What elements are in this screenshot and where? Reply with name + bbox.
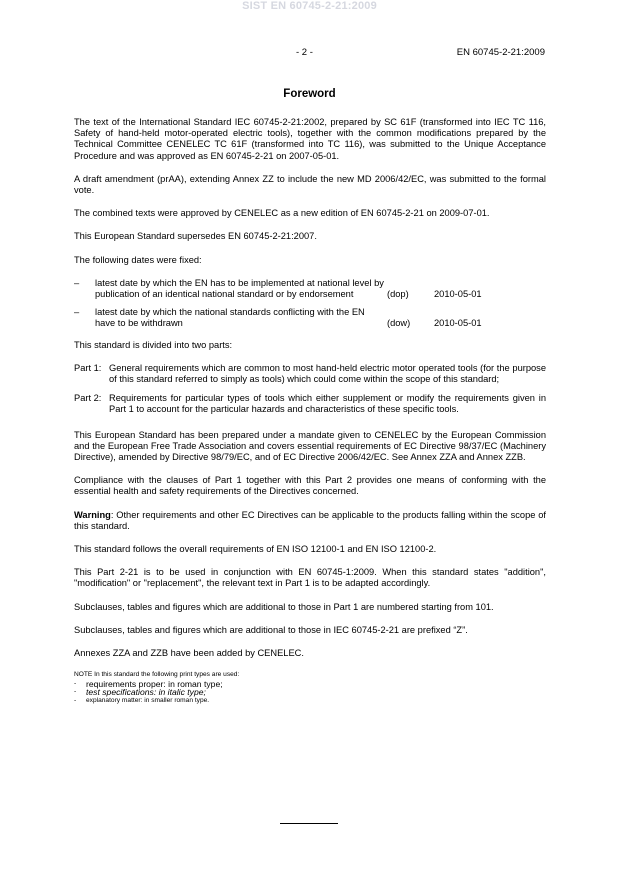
part-text: Requirements for particular types of tools which either supplement or modify the requirements given in Part 1 to account for the particular hazards and characteristics of these specific tools.	[109, 393, 546, 415]
date-item-dop	[74, 278, 546, 300]
note-intro: NOTE In this standard the following print types are used:	[74, 671, 240, 679]
watermark: SIST EN 60745-2-21:2009	[242, 0, 377, 12]
paragraph: This Part 2-21 is to be used in conjunction with EN 60745-1:2009. When this standard states "addition", "modification" or "replacement", the relevant text in Part 1 is to be adapted accordingly.	[74, 567, 546, 589]
paragraph: The combined texts were approved by CENELEC as a new edition of EN 60745-2-21 on 2009-07-01.	[74, 208, 490, 219]
list-dash: -	[74, 679, 77, 687]
paragraph: The following dates were fixed:	[74, 254, 202, 265]
date-abbreviation: (dop)	[387, 289, 409, 300]
note-item	[74, 697, 546, 705]
warning-text: : Other requirements and other EC Directives can be applicable to the products falling within the scope of this standard.	[74, 509, 546, 531]
paragraph: This European Standard supersedes EN 60745-2-21:2007.	[74, 231, 317, 242]
end-rule-divider	[280, 823, 338, 824]
paragraph: Subclauses, tables and figures which are additional to those in Part 1 are numbered starting from 101.	[74, 601, 494, 612]
note-item	[74, 688, 546, 696]
note-item-text: requirements proper: in roman type;	[86, 678, 223, 689]
document-reference: EN 60745-2-21:2009	[456, 47, 545, 58]
paragraph: Subclauses, tables and figures which are additional to those in IEC 60745-2-21 are prefixed “Z”.	[74, 624, 468, 635]
warning-paragraph	[74, 510, 546, 532]
list-dash: –	[74, 307, 80, 318]
paragraph: Compliance with the clauses of Part 1 together with this Part 2 provides one means of conforming with the essential health and safety requirements of the Directives concerned.	[74, 475, 546, 497]
part-text: General requirements which are common to most hand-held electric motor operated tools (for the purpose of this standard referred to simply as tools) which could come within the scope of this standard;	[109, 362, 546, 385]
part-label: Part 2:	[74, 393, 102, 404]
note-block	[74, 671, 546, 705]
date-abbreviation: (dow)	[387, 318, 411, 329]
date-value: 2010-05-01	[434, 318, 482, 329]
dates-list	[74, 278, 546, 330]
date-value: 2010-05-01	[434, 289, 482, 300]
page-title: Foreword	[283, 88, 336, 100]
list-dash: -	[74, 696, 77, 704]
note-item-text: explanatory matter: in smaller roman type.	[86, 696, 210, 704]
part-item-2	[74, 393, 546, 415]
warning-label: Warning	[74, 509, 111, 520]
part-label: Part 1:	[74, 362, 102, 373]
paragraph: This standard is divided into two parts:	[74, 339, 233, 350]
paragraph: This European Standard has been prepared under a mandate given to CENELEC by the European Commission and the European Free Trade Association and covers essential requirements of EC Directive 98/37/EC (Machinery Directive), amended by Directive 98/79/EC, and of EC Directive 2006/42/EC. See Annex ZZA and Annex ZZB.	[74, 429, 546, 463]
part-item-1	[74, 363, 546, 385]
paragraph: The text of the International Standard IEC 60745-2-21:2002, prepared by SC 61F (transformed into IEC TC 116, Safety of hand-held motor-operated electric tools), together with the common modifications prepared by the Technical Committee CENELEC TC 61F (transformed into TC 116), was submitted to the Unique Acceptance Procedure and was approved as EN 60745-2-21 on 2007-05-01.	[74, 117, 546, 161]
date-item-dow	[74, 307, 546, 329]
paragraph: Annexes ZZA and ZZB have been added by CENELEC.	[74, 648, 304, 659]
foreword-body	[74, 117, 546, 705]
list-dash: –	[74, 277, 80, 288]
paragraph: A draft amendment (prAA), extending Annex ZZ to include the new MD 2006/42/EC, was submitted to the formal vote.	[74, 173, 546, 196]
list-dash: -	[74, 688, 77, 696]
note-item-text: test specifications: in italic type;	[86, 687, 206, 698]
page-number: - 2 -	[296, 47, 313, 58]
paragraph: This standard follows the overall requirements of EN ISO 12100-1 and EN ISO 12100-2.	[74, 544, 437, 555]
date-description: latest date by which the EN has to be implemented at national level by publication of an identical national standard or by endorsement	[95, 277, 384, 300]
date-description: latest date by which the national standards conflicting with the EN have to be withdrawn	[95, 307, 365, 329]
